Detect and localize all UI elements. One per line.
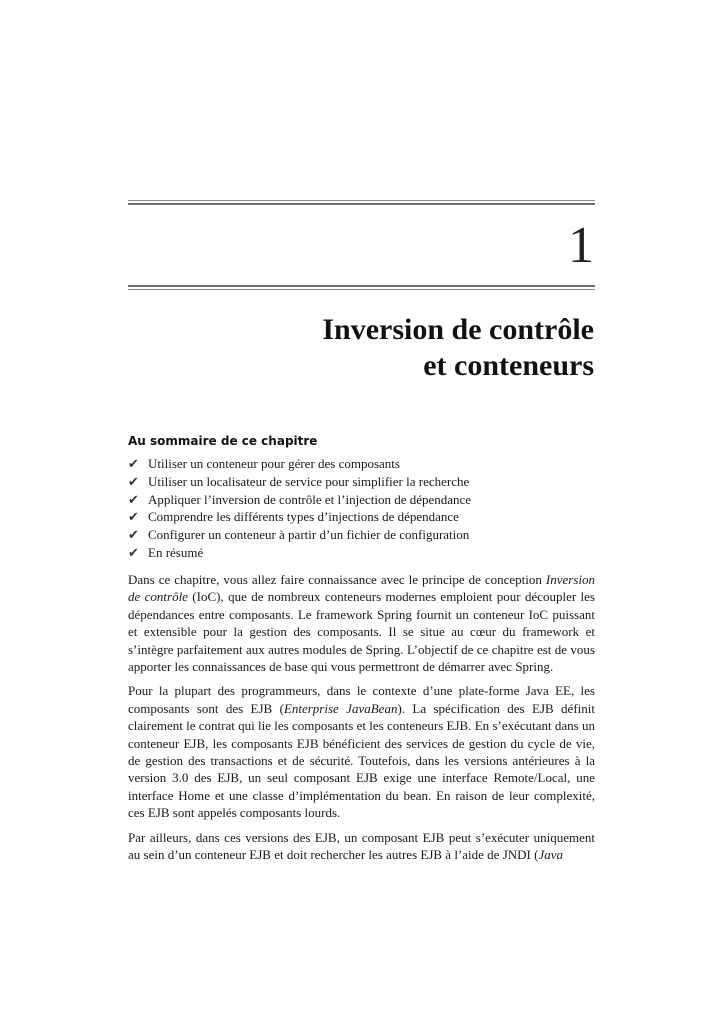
paragraph-1-text: Dans ce chapitre, vous allez faire connaissance avec le principe de conception bbox=[128, 572, 546, 587]
summary-item bbox=[128, 473, 471, 491]
bottom-rule-lower bbox=[128, 289, 595, 290]
summary-item-label: Configurer un conteneur à partir d’un fichier de configuration bbox=[148, 527, 470, 543]
summary-item bbox=[128, 508, 471, 526]
chapter-title bbox=[174, 312, 594, 384]
paragraph-2-italic-term: Enterprise JavaBean bbox=[283, 700, 398, 716]
check-mark-icon: ✔ bbox=[128, 527, 139, 543]
chapter-number: 1 bbox=[568, 217, 594, 274]
paragraph-2-text-cont: ). La spécification des EJB définit clairement le contrat qui lie les composants et les conteneurs EJB. En s’exécutant dans un conteneur EJB, les composants EJB bénéficient des services de gestion du cycle de vie, de gestion des transactions et de sécurité. Toutefois, dans les versions antérieures à la version 3.0 des EJB, un seul composant EJB exige une interface Remote/Local, une interface Home et une classe d’implémentation du bean. En raison de leur complexité, ces EJB sont appelés composants lourds. bbox=[128, 700, 595, 821]
paragraph-1-italic-term: Inversion de contrôle bbox=[128, 572, 595, 605]
paragraph-1 bbox=[128, 571, 595, 675]
summary-item bbox=[128, 526, 471, 544]
summary-item bbox=[128, 544, 471, 562]
paragraph-2 bbox=[128, 682, 595, 821]
chapter-title-line-1: Inversion de contrôle bbox=[322, 313, 594, 346]
top-rule-upper bbox=[128, 200, 595, 201]
top-rule-lower bbox=[128, 203, 595, 205]
summary-item-label: En résumé bbox=[148, 544, 204, 560]
chapter-title-line-2: et conteneurs bbox=[423, 349, 594, 382]
summary-heading: Au sommaire de ce chapitre bbox=[128, 434, 318, 448]
summary-item-label: Utiliser un localisateur de service pour simplifier la recherche bbox=[148, 473, 470, 489]
summary-item bbox=[128, 491, 471, 509]
check-mark-icon: ✔ bbox=[128, 544, 139, 560]
paragraph-3 bbox=[128, 829, 595, 864]
paragraph-3-italic-term: Java bbox=[538, 847, 563, 863]
paragraph-1-text-cont: (IoC), que de nombreux conteneurs modernes emploient pour découpler les dépendances entre composants. Le framework Spring fournit un conteneur IoC puissant et extensible pour la gestion des composants. Il se situe au cœur du framework et s’intègre parfaitement aux autres modules de Spring. L’objectif de ce chapitre est de vous apporter les connaissances de base qui vous permettront de démarrer avec Spring. bbox=[128, 589, 595, 675]
bottom-rule-upper bbox=[128, 285, 595, 287]
summary-item-label: Utiliser un conteneur pour gérer des composants bbox=[148, 456, 400, 471]
check-mark-icon: ✔ bbox=[128, 491, 139, 507]
summary-item-label: Comprendre les différents types d’injections de dépendance bbox=[148, 509, 459, 525]
summary-item-label: Appliquer l’inversion de contrôle et l’injection de dépendance bbox=[148, 491, 472, 507]
check-mark-icon: ✔ bbox=[128, 509, 139, 525]
check-mark-icon: ✔ bbox=[128, 473, 139, 489]
summary-item bbox=[128, 455, 471, 473]
check-mark-icon: ✔ bbox=[128, 456, 139, 471]
paragraph-3-text: Par ailleurs, dans ces versions des EJB, un composant EJB peut s’exécuter uniquement au sein d’un conteneur EJB et doit rechercher les autres EJB à l’aide de JNDI ( bbox=[128, 829, 595, 863]
summary-list bbox=[128, 455, 471, 562]
body-text bbox=[128, 571, 595, 871]
paragraph-2-text: Pour la plupart des programmeurs, dans le contexte d’une plate-forme Java EE, les composants sont des EJB ( bbox=[128, 683, 595, 716]
